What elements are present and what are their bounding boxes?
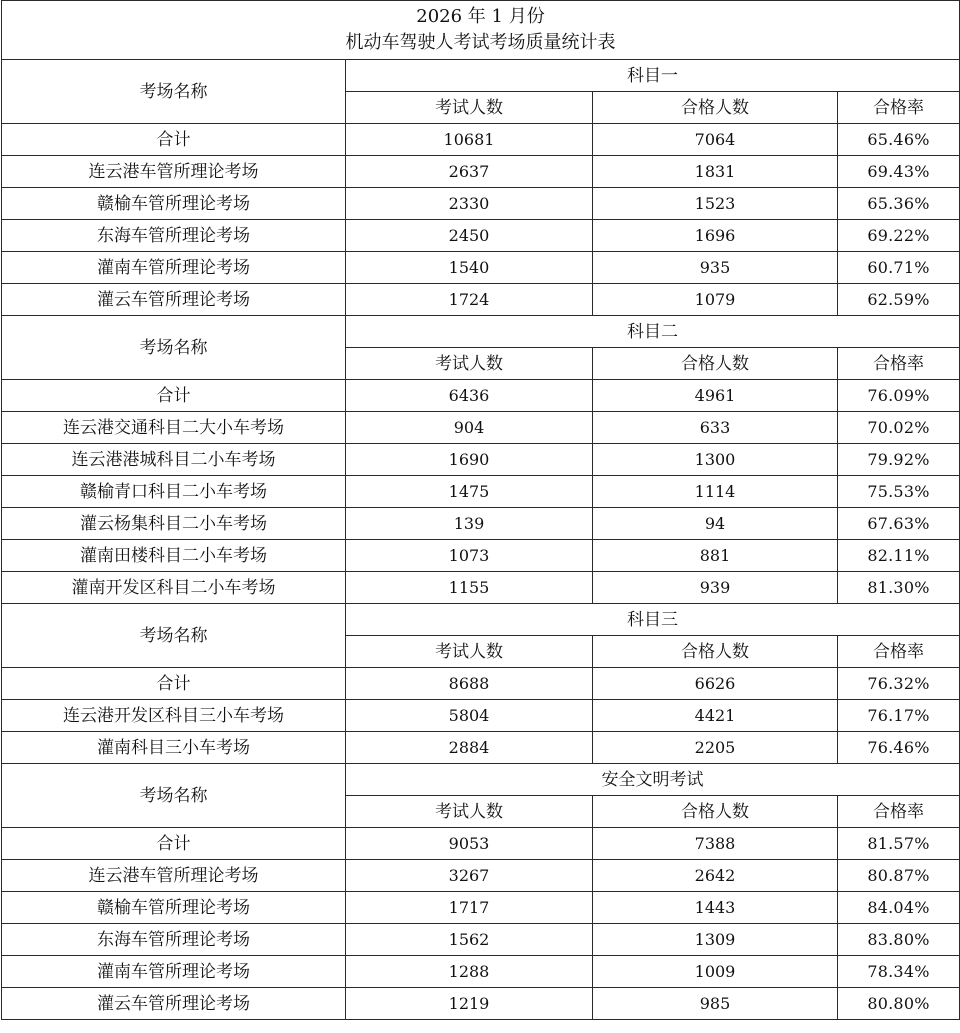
- column-header-pass-count: 合格人数: [593, 636, 838, 668]
- venue-name-cell: 合计: [2, 828, 346, 860]
- pass-count-cell: 2642: [593, 860, 838, 892]
- statistics-sheet: [1, 0, 959, 1020]
- exam-count-cell: 1724: [346, 284, 593, 316]
- pass-rate-cell: 84.04%: [838, 892, 960, 924]
- pass-rate-cell: 65.46%: [838, 124, 960, 156]
- pass-rate-cell: 80.80%: [838, 988, 960, 1020]
- venue-name-cell: 灌云车管所理论考场: [2, 988, 346, 1020]
- section-header-row: [2, 316, 960, 348]
- exam-count-cell: 2450: [346, 220, 593, 252]
- venue-name-cell: 灌云车管所理论考场: [2, 284, 346, 316]
- exam-count-cell: 1219: [346, 988, 593, 1020]
- pass-rate-cell: 81.57%: [838, 828, 960, 860]
- exam-count-cell: 2884: [346, 732, 593, 764]
- title-row: [2, 1, 960, 60]
- section-subject-title: 科目二: [346, 316, 960, 348]
- section-subject-title: 科目三: [346, 604, 960, 636]
- venue-name-cell: 灌南车管所理论考场: [2, 252, 346, 284]
- pass-count-cell: 1009: [593, 956, 838, 988]
- exam-count-cell: 1540: [346, 252, 593, 284]
- column-header-exam-count: 考试人数: [346, 636, 593, 668]
- exam-statistics-table: [1, 0, 960, 1020]
- pass-rate-cell: 76.46%: [838, 732, 960, 764]
- column-header-pass-rate: 合格率: [838, 636, 960, 668]
- venue-name-cell: 灌云杨集科目二小车考场: [2, 508, 346, 540]
- pass-count-cell: 935: [593, 252, 838, 284]
- exam-count-cell: 139: [346, 508, 593, 540]
- pass-rate-cell: 76.09%: [838, 380, 960, 412]
- table-row: [2, 508, 960, 540]
- pass-count-cell: 7064: [593, 124, 838, 156]
- table-row: [2, 252, 960, 284]
- pass-count-cell: 985: [593, 988, 838, 1020]
- venue-name-cell: 赣榆车管所理论考场: [2, 892, 346, 924]
- column-header-venue-name: 考场名称: [2, 764, 346, 828]
- exam-count-cell: 1717: [346, 892, 593, 924]
- pass-count-cell: 4961: [593, 380, 838, 412]
- venue-name-cell: 连云港港城科目二小车考场: [2, 444, 346, 476]
- column-header-pass-count: 合格人数: [593, 92, 838, 124]
- title-main: 机动车驾驶人考试考场质量统计表: [345, 32, 616, 53]
- exam-count-cell: 10681: [346, 124, 593, 156]
- exam-count-cell: 6436: [346, 380, 593, 412]
- table-row: [2, 284, 960, 316]
- venue-name-cell: 合计: [2, 380, 346, 412]
- column-header-venue-name: 考场名称: [2, 60, 346, 124]
- pass-rate-cell: 75.53%: [838, 476, 960, 508]
- exam-count-cell: 1475: [346, 476, 593, 508]
- venue-name-cell: 东海车管所理论考场: [2, 924, 346, 956]
- exam-count-cell: 2330: [346, 188, 593, 220]
- column-header-exam-count: 考试人数: [346, 348, 593, 380]
- venue-name-cell: 灌南车管所理论考场: [2, 956, 346, 988]
- pass-rate-cell: 80.87%: [838, 860, 960, 892]
- pass-rate-cell: 83.80%: [838, 924, 960, 956]
- table-title: [2, 1, 960, 60]
- column-header-venue-name: 考场名称: [2, 604, 346, 668]
- section-subject-title: 安全文明考试: [346, 764, 960, 796]
- pass-rate-cell: 76.32%: [838, 668, 960, 700]
- pass-count-cell: 939: [593, 572, 838, 604]
- pass-count-cell: 881: [593, 540, 838, 572]
- total-row: [2, 124, 960, 156]
- exam-count-cell: 8688: [346, 668, 593, 700]
- column-header-pass-rate: 合格率: [838, 796, 960, 828]
- table-row: [2, 956, 960, 988]
- pass-count-cell: 7388: [593, 828, 838, 860]
- pass-rate-cell: 60.71%: [838, 252, 960, 284]
- exam-count-cell: 2637: [346, 156, 593, 188]
- total-row: [2, 380, 960, 412]
- venue-name-cell: 灌南田楼科目二小车考场: [2, 540, 346, 572]
- pass-count-cell: 1079: [593, 284, 838, 316]
- venue-name-cell: 灌南科目三小车考场: [2, 732, 346, 764]
- venue-name-cell: 连云港车管所理论考场: [2, 156, 346, 188]
- table-row: [2, 924, 960, 956]
- exam-count-cell: 1073: [346, 540, 593, 572]
- pass-count-cell: 6626: [593, 668, 838, 700]
- exam-count-cell: 1562: [346, 924, 593, 956]
- section-header-row: [2, 604, 960, 636]
- column-header-pass-rate: 合格率: [838, 92, 960, 124]
- pass-rate-cell: 81.30%: [838, 572, 960, 604]
- exam-count-cell: 1155: [346, 572, 593, 604]
- title-period: 2026 年 1 月份: [416, 6, 545, 27]
- table-row: [2, 700, 960, 732]
- pass-rate-cell: 69.22%: [838, 220, 960, 252]
- venue-name-cell: 东海车管所理论考场: [2, 220, 346, 252]
- pass-rate-cell: 82.11%: [838, 540, 960, 572]
- venue-name-cell: 连云港交通科目二大小车考场: [2, 412, 346, 444]
- exam-count-cell: 1690: [346, 444, 593, 476]
- column-header-pass-count: 合格人数: [593, 796, 838, 828]
- pass-count-cell: 1831: [593, 156, 838, 188]
- table-row: [2, 540, 960, 572]
- table-row: [2, 156, 960, 188]
- table-row: [2, 988, 960, 1020]
- column-header-venue-name: 考场名称: [2, 316, 346, 380]
- pass-rate-cell: 69.43%: [838, 156, 960, 188]
- venue-name-cell: 合计: [2, 124, 346, 156]
- column-header-pass-rate: 合格率: [838, 348, 960, 380]
- exam-count-cell: 5804: [346, 700, 593, 732]
- pass-count-cell: 1696: [593, 220, 838, 252]
- pass-count-cell: 1300: [593, 444, 838, 476]
- pass-count-cell: 94: [593, 508, 838, 540]
- column-header-exam-count: 考试人数: [346, 92, 593, 124]
- pass-count-cell: 633: [593, 412, 838, 444]
- pass-rate-cell: 79.92%: [838, 444, 960, 476]
- pass-rate-cell: 70.02%: [838, 412, 960, 444]
- venue-name-cell: 连云港车管所理论考场: [2, 860, 346, 892]
- venue-name-cell: 赣榆青口科目二小车考场: [2, 476, 346, 508]
- pass-count-cell: 1114: [593, 476, 838, 508]
- section-subject-title: 科目一: [346, 60, 960, 92]
- section-header-row: [2, 764, 960, 796]
- venue-name-cell: 连云港开发区科目三小车考场: [2, 700, 346, 732]
- pass-count-cell: 1523: [593, 188, 838, 220]
- column-header-pass-count: 合格人数: [593, 348, 838, 380]
- pass-rate-cell: 65.36%: [838, 188, 960, 220]
- table-row: [2, 476, 960, 508]
- total-row: [2, 828, 960, 860]
- table-row: [2, 444, 960, 476]
- venue-name-cell: 赣榆车管所理论考场: [2, 188, 346, 220]
- exam-count-cell: 3267: [346, 860, 593, 892]
- venue-name-cell: 灌南开发区科目二小车考场: [2, 572, 346, 604]
- table-row: [2, 860, 960, 892]
- table-row: [2, 732, 960, 764]
- pass-count-cell: 1309: [593, 924, 838, 956]
- table-row: [2, 412, 960, 444]
- pass-rate-cell: 78.34%: [838, 956, 960, 988]
- table-row: [2, 572, 960, 604]
- venue-name-cell: 合计: [2, 668, 346, 700]
- column-header-exam-count: 考试人数: [346, 796, 593, 828]
- table-row: [2, 892, 960, 924]
- exam-count-cell: 9053: [346, 828, 593, 860]
- table-row: [2, 188, 960, 220]
- table-body: [2, 1, 960, 1020]
- total-row: [2, 668, 960, 700]
- pass-rate-cell: 67.63%: [838, 508, 960, 540]
- pass-count-cell: 2205: [593, 732, 838, 764]
- pass-count-cell: 1443: [593, 892, 838, 924]
- exam-count-cell: 904: [346, 412, 593, 444]
- section-header-row: [2, 60, 960, 92]
- exam-count-cell: 1288: [346, 956, 593, 988]
- table-row: [2, 220, 960, 252]
- pass-rate-cell: 62.59%: [838, 284, 960, 316]
- pass-count-cell: 4421: [593, 700, 838, 732]
- pass-rate-cell: 76.17%: [838, 700, 960, 732]
